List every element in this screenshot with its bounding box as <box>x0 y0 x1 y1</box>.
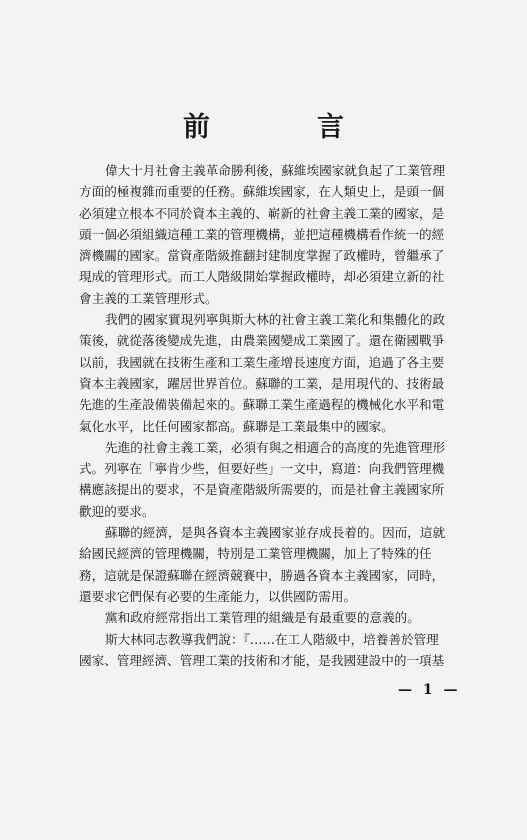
text-line: 給國民經濟的管理機關，特別是工業管理機關，加上了特殊的任 <box>79 546 432 562</box>
page-title: 前 言 <box>183 112 384 143</box>
text-line: 現成的管理形式。而工人階級開始掌握政權時，却必須建立新的社 <box>79 269 445 285</box>
text-line: 會主義的工業管理形式。 <box>79 290 218 306</box>
text-line: 斯大林同志教導我們說：『……在工人階級中，培養善於管理 <box>105 631 439 647</box>
text-line: 式。列寧在「寧肯少些，但要好些」一文中，寫道：向我們管理機 <box>79 461 445 477</box>
text-line: 偉大十月社會主義革命勝利後，蘇維埃國家就負起了工業管理 <box>105 163 446 178</box>
body-text <box>79 160 473 671</box>
text-line: 策後，就從落後變成先進，由農業國變成工業國了。還在衛國戰爭 <box>79 333 445 349</box>
text-line: 頭一個必須組織這種工業的管理機構，並把這種機構看作統一的經 <box>79 226 445 242</box>
text-line: 我們的國家實現列寧與斯大林的社會主義工業化和集體化的政 <box>105 312 446 328</box>
text-line: 先進的生產設備裝備起來的。蘇聯工業生產過程的機械化水平和電 <box>79 397 445 413</box>
page-number: — 1 — <box>398 682 461 698</box>
text-line: 資本主義國家，躍居世界首位。蘇聯的工業，是用現代的、技術最 <box>79 375 445 391</box>
text-line: 國家、管理經濟、管理工業的技術和才能，是我國建設中的一項基 <box>79 652 445 668</box>
text-line: 務，這就是保證蘇聯在經濟競賽中，勝過各資本主義國家，同時， <box>79 567 445 583</box>
text-line: 還要求它們保有必要的生產能力，以供國防需用。 <box>79 588 357 604</box>
text-line: 歡迎的要求。 <box>79 503 155 519</box>
text-line: 氣化水平，比任何國家都高。蘇聯是工業最集中的國家。 <box>79 418 394 434</box>
text-line: 構應該提出的要求，不是資產階級所需要的，而是社會主義國家所 <box>79 482 445 498</box>
text-line: 必須建立根本不同於資本主義的、嶄新的社會主義工業的國家，是 <box>79 205 445 221</box>
text-line: 以前，我國就在技術生產和工業生產增長速度方面，追過了各主要 <box>79 354 445 370</box>
text-line: 先進的社會主義工業，必須有與之相適合的高度的先進管理形 <box>105 439 446 455</box>
text-line: 黨和政府經常指出工業管理的組織是有最重要的意義的。 <box>105 610 420 626</box>
text-line: 濟機關的國家。當資產階級推翻封建制度掌握了政權時，曾繼承了 <box>79 248 445 264</box>
text-line: 方面的極複雜而重要的任務。蘇維埃國家，在人類史上，是頭一個 <box>79 184 445 200</box>
text-line: 蘇聯的經濟，是與各資本主義國家並存成長着的。因而，這就 <box>105 525 446 541</box>
